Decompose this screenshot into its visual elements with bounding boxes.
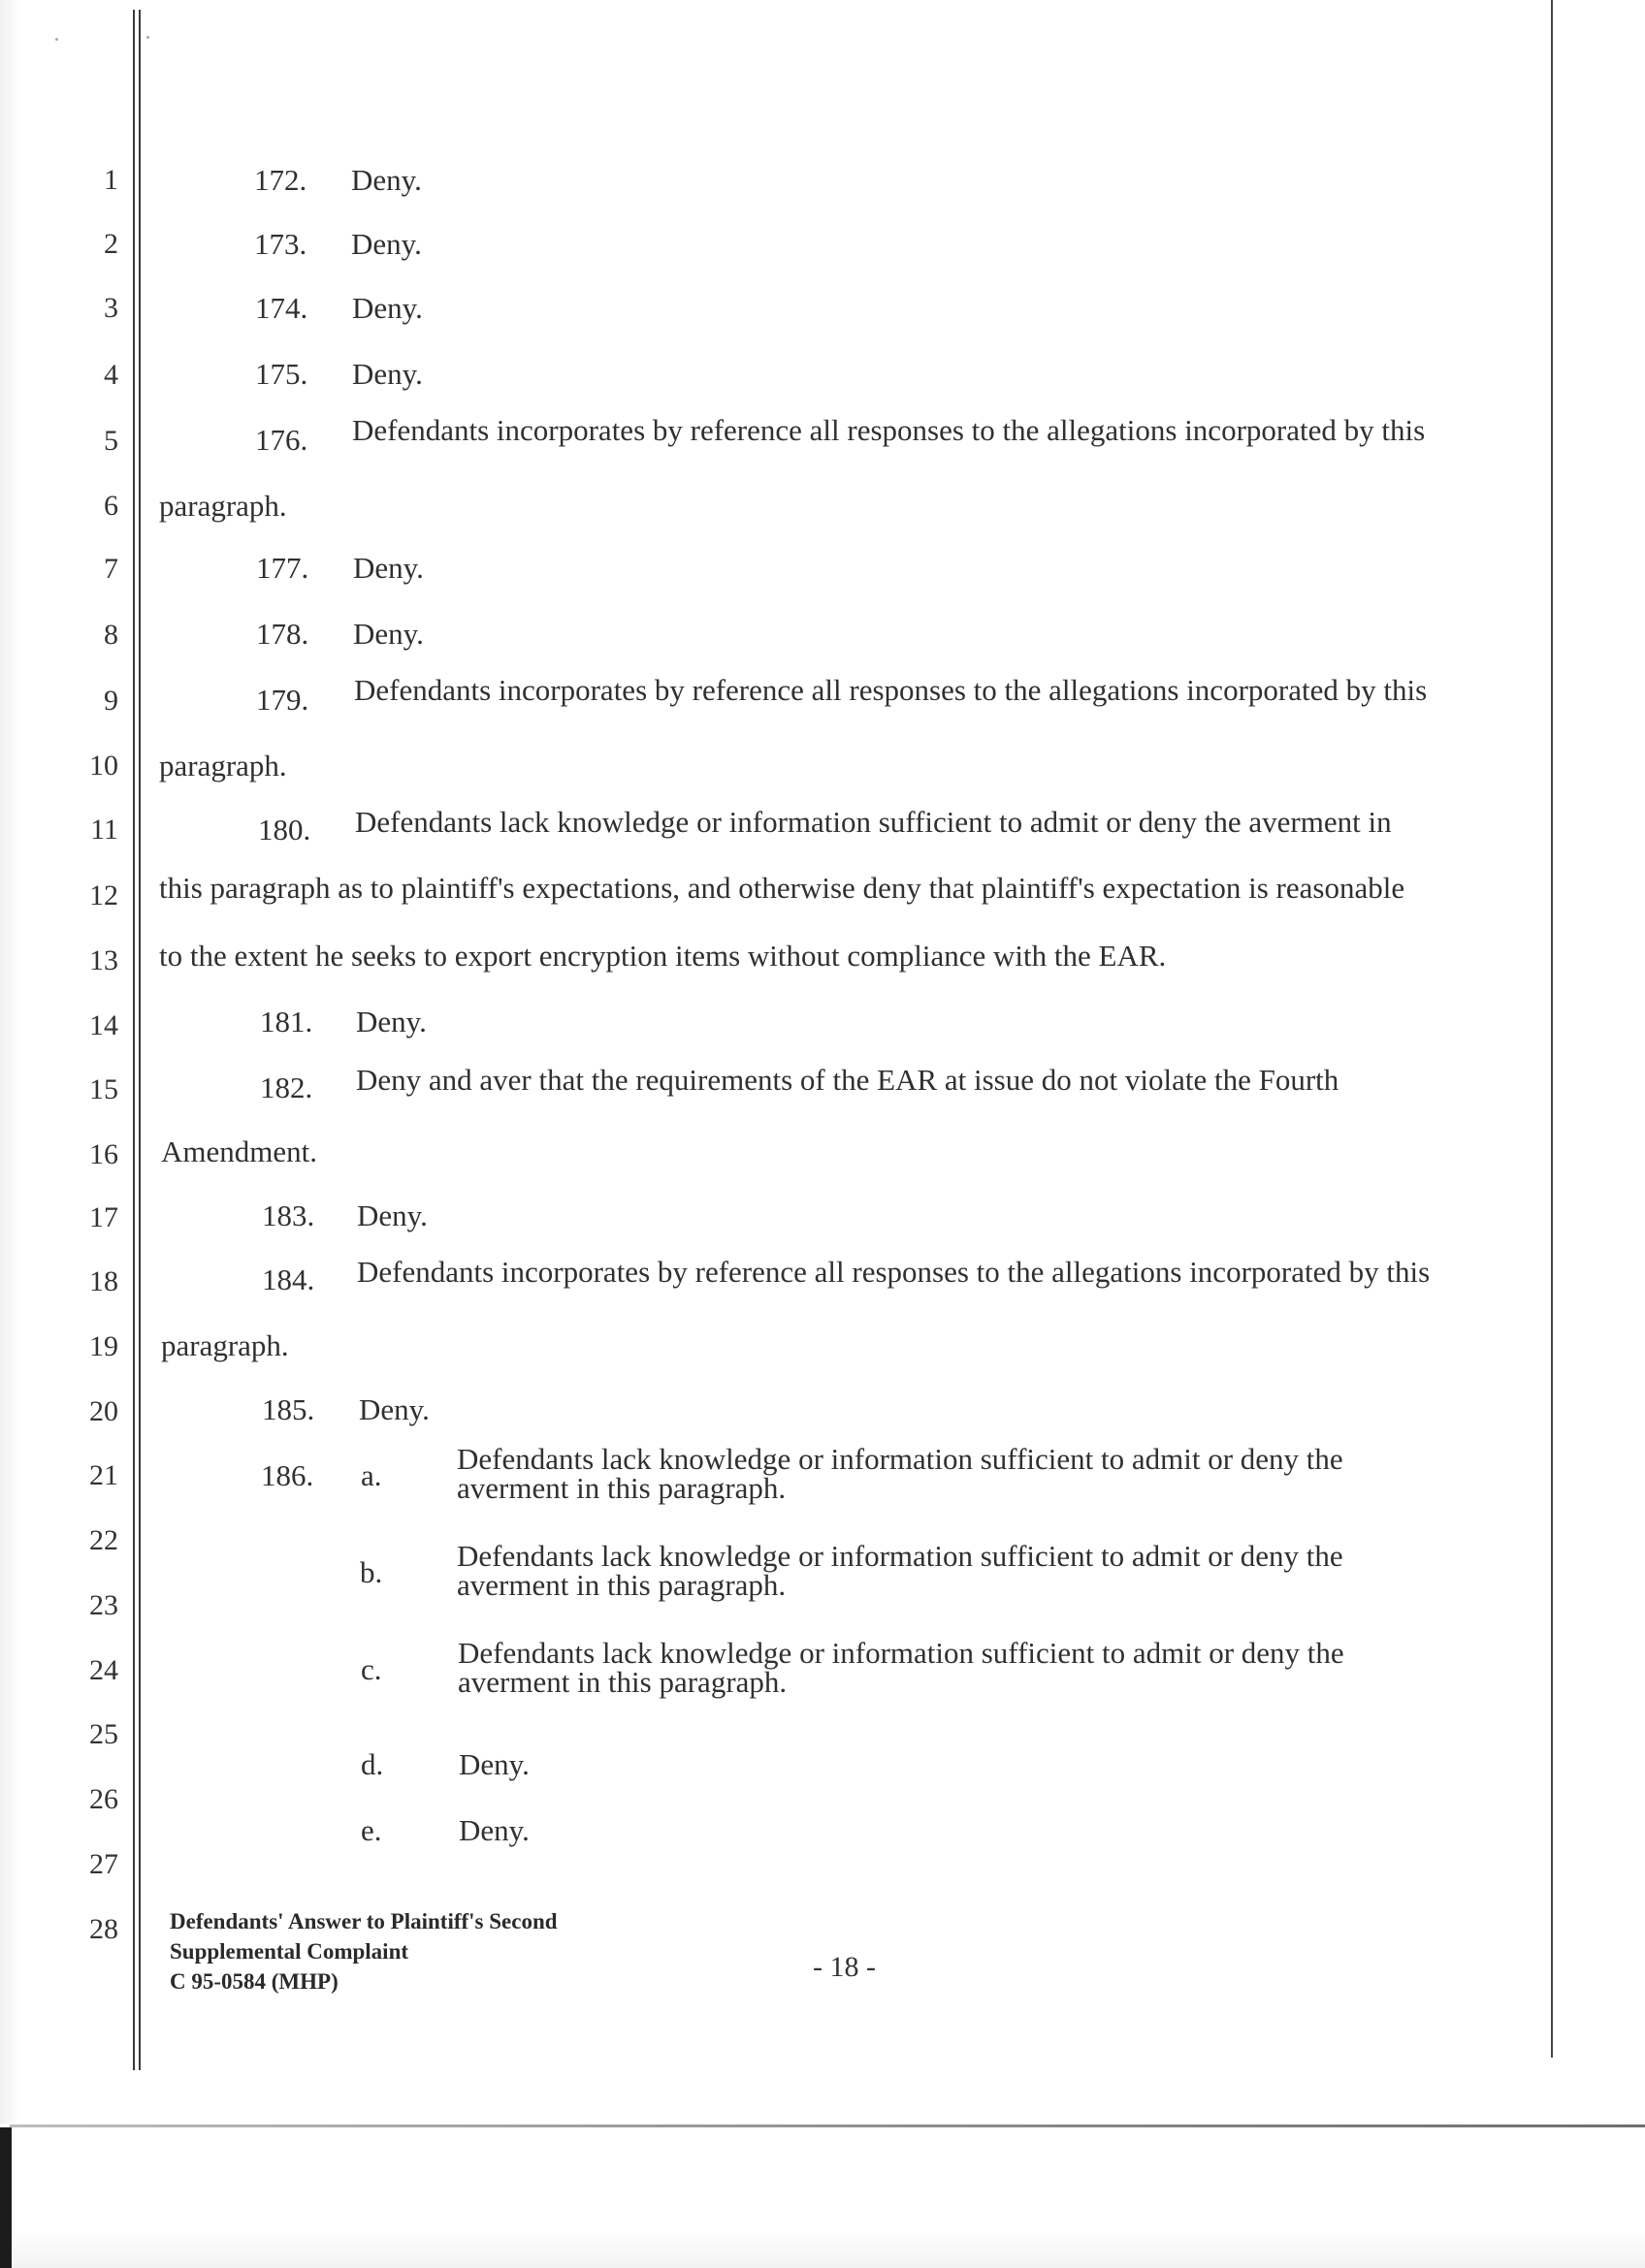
paragraph-text: Deny and aver that the requirements of the EAR at issue do not violate the Fourth — [356, 1063, 1339, 1097]
paragraph-text: Defendants incorporates by reference all responses to the allegations incorporated by this — [354, 673, 1428, 707]
line-number: 17 — [89, 1201, 118, 1233]
paragraph-continuation: paragraph. — [161, 1328, 289, 1362]
subitem-letter: d. — [361, 1747, 384, 1781]
paragraph-text: Deny. — [352, 291, 423, 325]
document-footer — [170, 1906, 558, 1996]
paragraph-text: Defendants incorporates by reference all responses to the allegations incorporated by this — [352, 413, 1426, 447]
line-number: 25 — [89, 1718, 118, 1750]
paragraph-number: 186. — [261, 1458, 314, 1492]
paragraph-number: 172. — [254, 163, 307, 197]
paragraph-number: 180. — [258, 813, 311, 847]
paragraph-text: Deny. — [356, 1005, 427, 1038]
paragraph-continuation: Amendment. — [161, 1134, 317, 1168]
paragraph-number: 174. — [255, 291, 308, 325]
line-number: 21 — [89, 1459, 118, 1491]
right-margin-rule — [1551, 0, 1553, 2058]
line-number: 4 — [104, 359, 118, 391]
line-number: 20 — [89, 1395, 118, 1427]
line-number: 11 — [90, 814, 118, 846]
scanner-edge — [0, 2127, 12, 2268]
line-number: 24 — [89, 1654, 118, 1686]
paragraph-number: 176. — [255, 423, 308, 457]
line-number: 1 — [104, 164, 118, 196]
left-margin-rule-outer — [133, 10, 135, 2070]
line-number: 14 — [89, 1009, 118, 1041]
subitem-letter: e. — [361, 1813, 382, 1847]
subitem-text: Deny. — [459, 1813, 530, 1847]
paragraph-text: Defendants lack knowledge or information sufficient to admit or deny the averment in — [355, 805, 1392, 839]
line-number: 5 — [104, 425, 118, 457]
line-number: 9 — [104, 685, 118, 717]
paragraph-number: 173. — [254, 227, 307, 261]
footer-case-number: C 95-0584 (MHP) — [170, 1969, 339, 1994]
paragraph-continuation: to the extent he seeks to export encryption items without compliance with the EAR. — [159, 939, 1167, 973]
paragraph-number: 179. — [256, 683, 309, 717]
paragraph-text: Deny. — [351, 163, 422, 197]
paragraph-number: 181. — [260, 1005, 313, 1038]
paragraph-number: 183. — [262, 1198, 315, 1232]
left-margin-rule-inner — [139, 10, 141, 2070]
scanner-background — [12, 2230, 1645, 2268]
paragraph-continuation: paragraph. — [159, 749, 287, 783]
line-number: 3 — [104, 292, 118, 324]
line-number: 12 — [89, 879, 118, 911]
line-number: 28 — [89, 1913, 118, 1945]
line-number: 8 — [104, 619, 118, 651]
paragraph-number: 185. — [262, 1392, 315, 1426]
paragraph-number: 178. — [256, 617, 309, 651]
line-number: 26 — [89, 1783, 118, 1815]
paragraph-text: Deny. — [359, 1392, 430, 1426]
footer-title-line2: Supplemental Complaint — [170, 1939, 409, 1964]
line-number: 19 — [89, 1330, 118, 1362]
line-number: 10 — [89, 750, 118, 782]
scan-speck — [55, 38, 58, 41]
paragraph-number: 177. — [256, 551, 309, 585]
paragraph-number: 184. — [262, 1262, 315, 1296]
subitem-text: Defendants lack knowledge or information sufficient to admit or deny the averment in this paragraph. — [458, 1636, 1344, 1699]
line-number: 18 — [89, 1265, 118, 1297]
subitem-text: Defendants lack knowledge or information sufficient to admit or deny the averment in this paragraph. — [457, 1539, 1343, 1602]
paragraph-continuation: this paragraph as to plaintiff's expectations, and otherwise deny that plaintiff's expectation is reasonable — [159, 871, 1405, 905]
paragraph-number: 175. — [255, 357, 308, 391]
line-number: 6 — [104, 490, 118, 522]
paragraph-text: Deny. — [353, 617, 424, 651]
paragraph-text: Deny. — [357, 1198, 428, 1232]
line-number: 27 — [89, 1848, 118, 1880]
line-number: 2 — [104, 228, 118, 260]
line-number: 23 — [89, 1589, 118, 1621]
line-number: 13 — [89, 944, 118, 976]
paragraph-text: Deny. — [351, 227, 422, 261]
page-edge — [10, 2124, 1645, 2127]
subitem-letter: b. — [360, 1555, 383, 1589]
line-number: 15 — [89, 1073, 118, 1105]
scan-shadow — [0, 0, 21, 2124]
line-number: 22 — [89, 1524, 118, 1556]
paragraph-continuation: paragraph. — [159, 489, 287, 523]
subitem-text: Deny. — [459, 1747, 530, 1781]
paragraph-text: Deny. — [352, 357, 423, 391]
footer-title-line1: Defendants' Answer to Plaintiff's Second — [170, 1909, 558, 1933]
paragraph-text: Deny. — [353, 551, 424, 585]
paragraph-text: Defendants incorporates by reference all responses to the allegations incorporated by this — [357, 1255, 1431, 1289]
subitem-letter: a. — [361, 1458, 382, 1492]
paragraph-number: 182. — [260, 1070, 313, 1104]
line-number: 7 — [104, 553, 118, 585]
scan-speck — [146, 36, 149, 39]
subitem-letter: c. — [361, 1652, 382, 1686]
subitem-text: Defendants lack knowledge or information sufficient to admit or deny the averment in this paragraph. — [457, 1442, 1343, 1505]
line-number: 16 — [89, 1138, 118, 1170]
page-number: - 18 - — [813, 1951, 876, 1983]
